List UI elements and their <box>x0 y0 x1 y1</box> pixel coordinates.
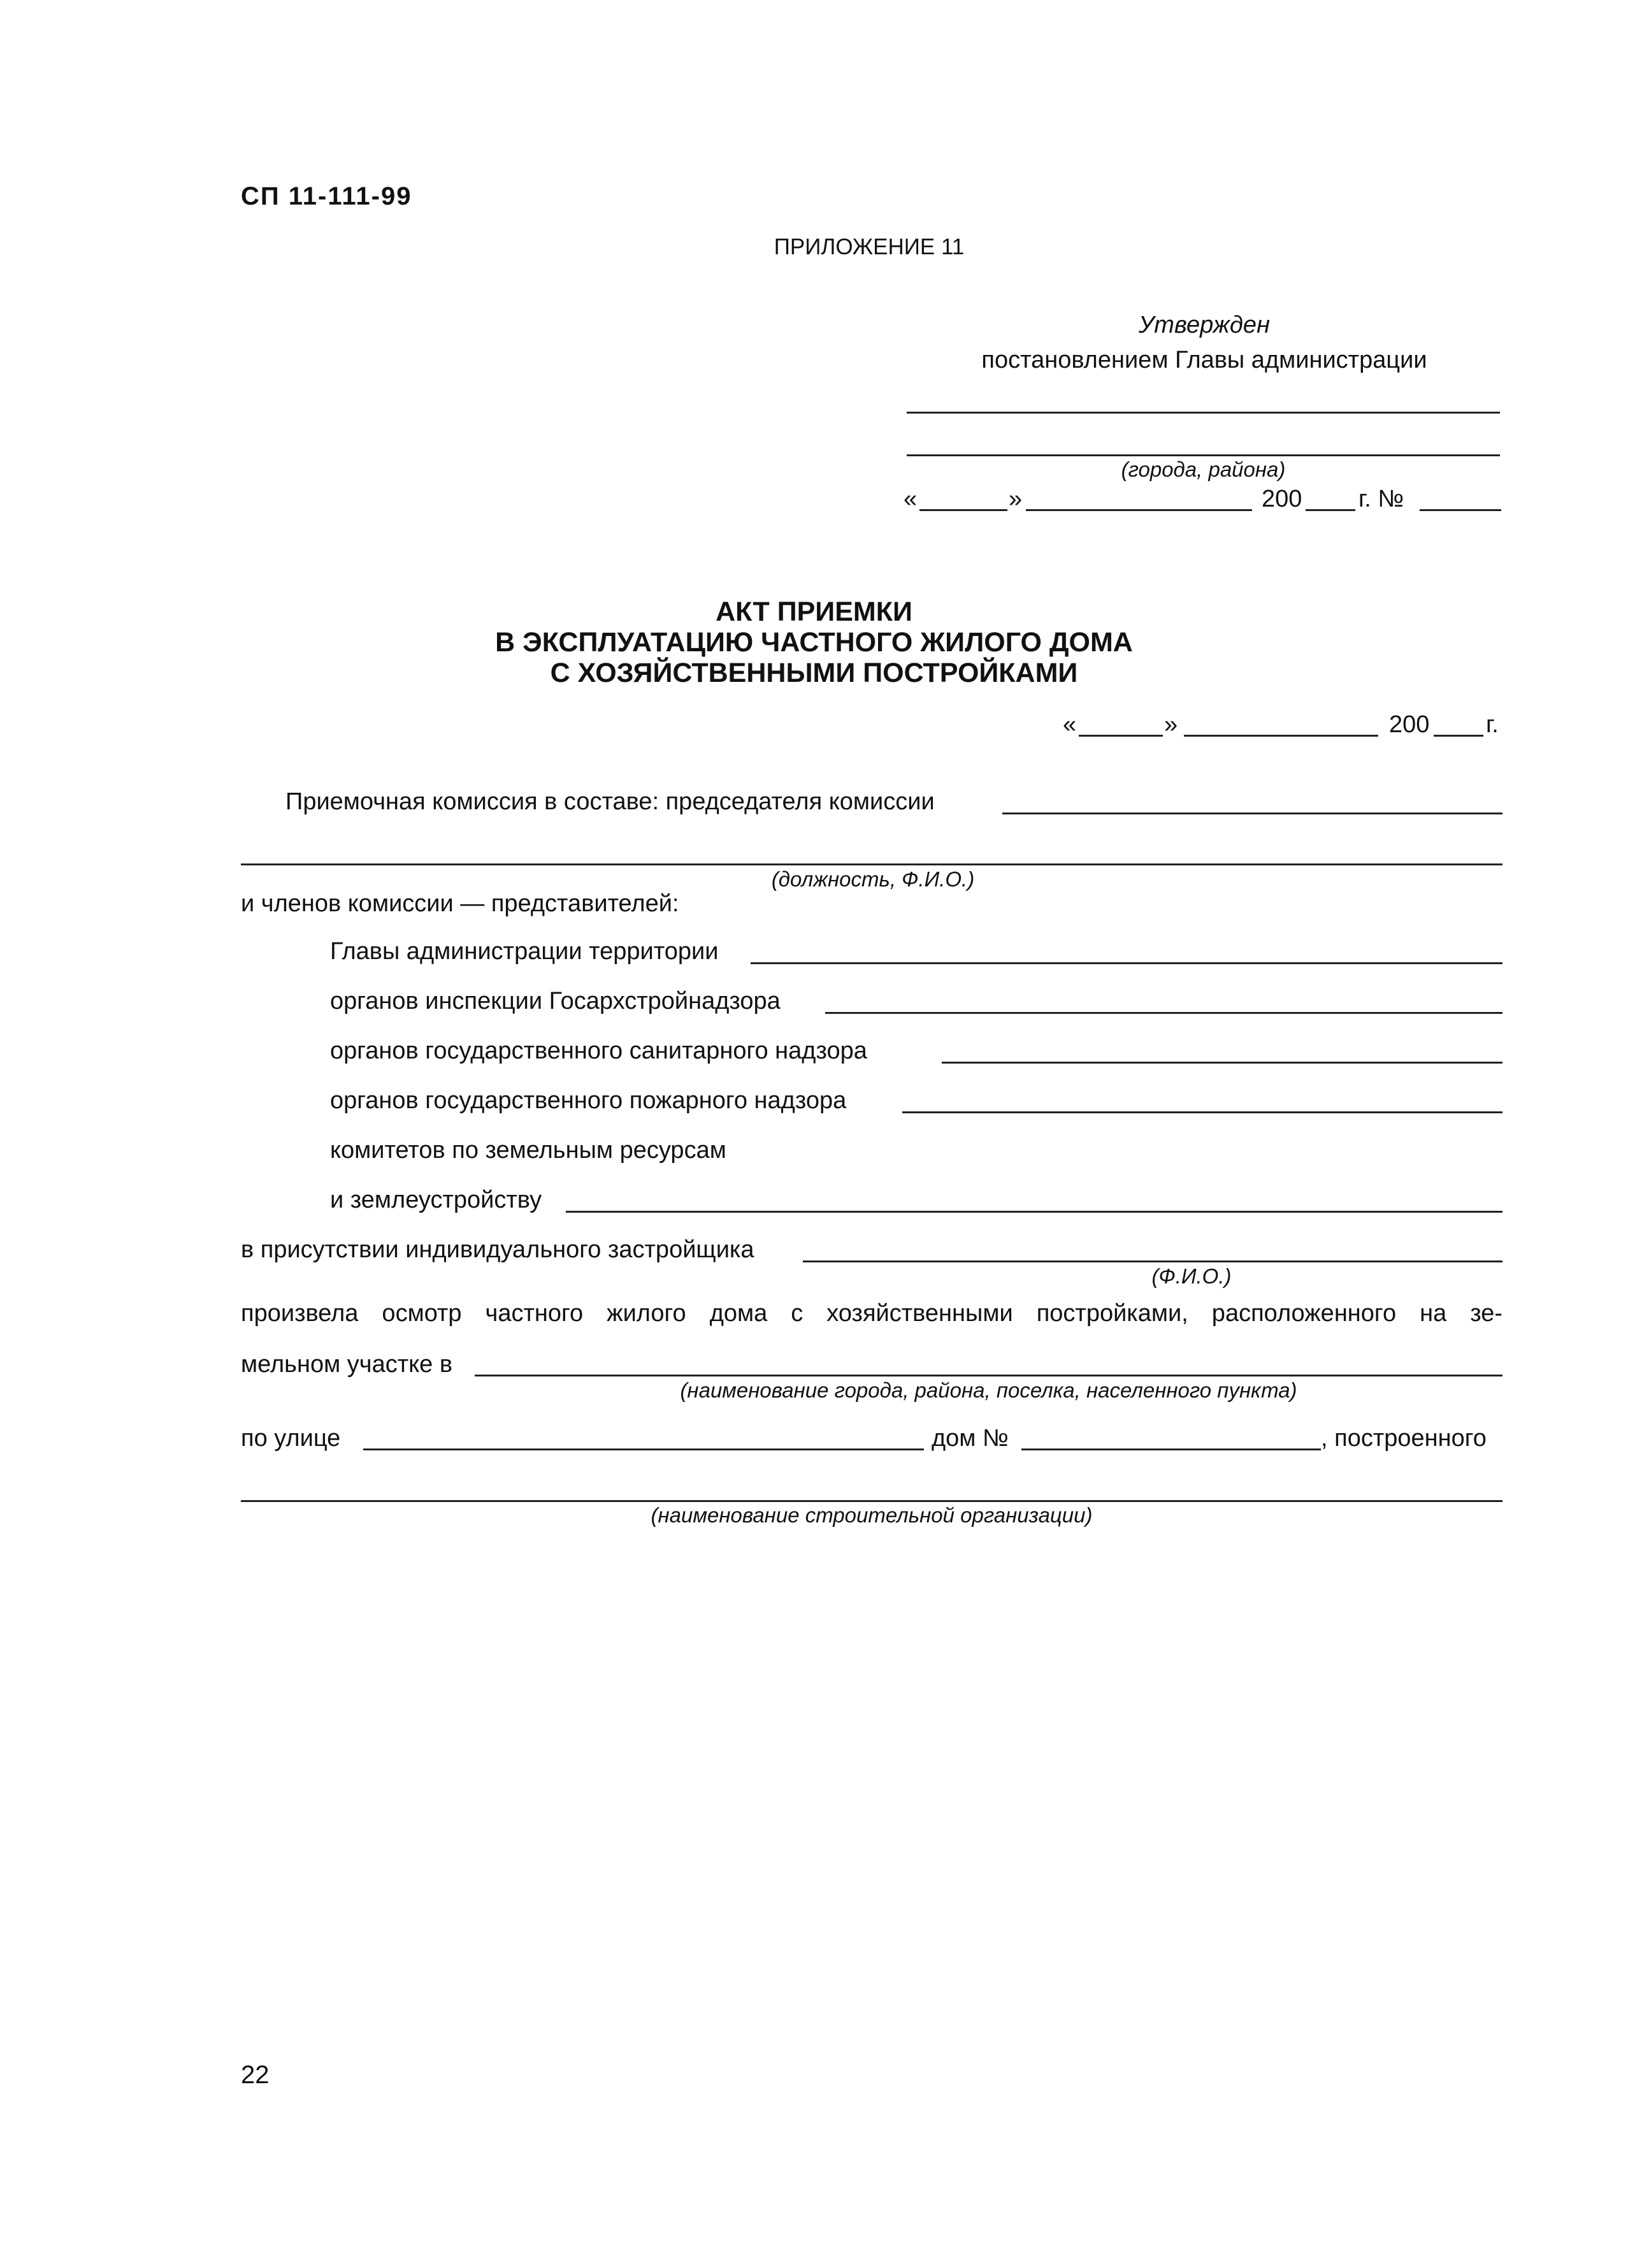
title-line-2: В ЭКСПЛУАТАЦИЮ ЧАСТНОГО ЖИЛОГО ДОМА <box>495 627 1133 658</box>
act-month-line <box>1184 735 1378 737</box>
developer-line <box>803 1260 1502 1262</box>
approval-quote-close: » <box>1009 486 1023 512</box>
act-year-line <box>1434 735 1483 737</box>
act-quote-open: « <box>1063 711 1077 738</box>
member-gasn-line <box>825 1012 1502 1014</box>
member-land-line <box>566 1211 1502 1213</box>
house-label: дом № <box>932 1425 1009 1452</box>
member-fire-line <box>902 1111 1502 1113</box>
chairman-line <box>1002 813 1502 814</box>
act-quote-close: » <box>1164 711 1178 738</box>
approval-day-line <box>919 509 1007 511</box>
chairman-line-2 <box>241 863 1502 865</box>
appendix-label: ПРИЛОЖЕНИЕ 11 <box>774 235 965 259</box>
approval-authority-line <box>907 412 1500 414</box>
member-sanitary-label: органов государственного санитарного надзора <box>330 1037 867 1064</box>
title-line-1: АКТ ПРИЕМКИ <box>716 596 912 627</box>
organization-caption: (наименование строительной организации) <box>651 1503 1093 1527</box>
act-year-suffix: г. <box>1486 711 1499 738</box>
member-fire-label: органов государственного пожарного надзора <box>330 1087 847 1114</box>
presence-label: в присутствии индивидуального застройщика <box>241 1236 754 1263</box>
organization-line <box>241 1500 1502 1502</box>
page-number: 22 <box>241 2061 270 2089</box>
position-caption: (должность, Ф.И.О.) <box>771 867 975 891</box>
document-code: СП 11-111-99 <box>241 182 412 210</box>
place-caption: (наименование города, района, поселка, населенного пункта) <box>680 1378 1297 1402</box>
title-line-3: С ХОЗЯЙСТВЕННЫМИ ПОСТРОЙКАМИ <box>550 658 1078 688</box>
member-sanitary-line <box>942 1062 1502 1064</box>
city-caption: (города, района) <box>1121 458 1286 481</box>
built-label: , построенного <box>1321 1425 1487 1452</box>
member-land-label: комитетов по земельным ресурсам <box>330 1137 726 1164</box>
member-gasn-label: органов инспекции Госархстройнадзора <box>330 988 781 1015</box>
approval-number-line <box>1420 509 1501 511</box>
approval-quote-open: « <box>904 486 918 512</box>
act-year-prefix: 200 <box>1389 711 1430 738</box>
place-line <box>475 1375 1502 1376</box>
street-label: по улице <box>241 1425 341 1452</box>
commission-label: Приемочная комиссия в составе: председателя комиссии <box>285 788 935 815</box>
approved-label: Утвержден <box>1139 312 1270 338</box>
inspection-text: произвела осмотр частного жилого дома с хозяйственными постройками, расположенного на зе- <box>241 1300 1502 1327</box>
approved-by-label: постановлением Главы администрации <box>981 347 1427 373</box>
street-line <box>363 1448 924 1450</box>
act-day-line <box>1079 735 1163 737</box>
member-land-label-2: и землеустройству <box>330 1187 542 1213</box>
member-admin-line <box>751 962 1502 964</box>
plot-label: мельном участке в <box>241 1351 453 1378</box>
approval-city-line <box>907 454 1500 456</box>
approval-year-prefix: 200 <box>1262 486 1302 512</box>
approval-year-line <box>1306 509 1355 511</box>
member-admin-label: Главы администрации территории <box>330 938 719 965</box>
fio-caption: (Ф.И.О.) <box>1151 1264 1232 1288</box>
house-line <box>1021 1448 1321 1450</box>
approval-number-label: г. № <box>1358 486 1404 512</box>
approval-month-line <box>1026 509 1252 511</box>
members-label: и членов комиссии — представителей: <box>241 890 679 917</box>
